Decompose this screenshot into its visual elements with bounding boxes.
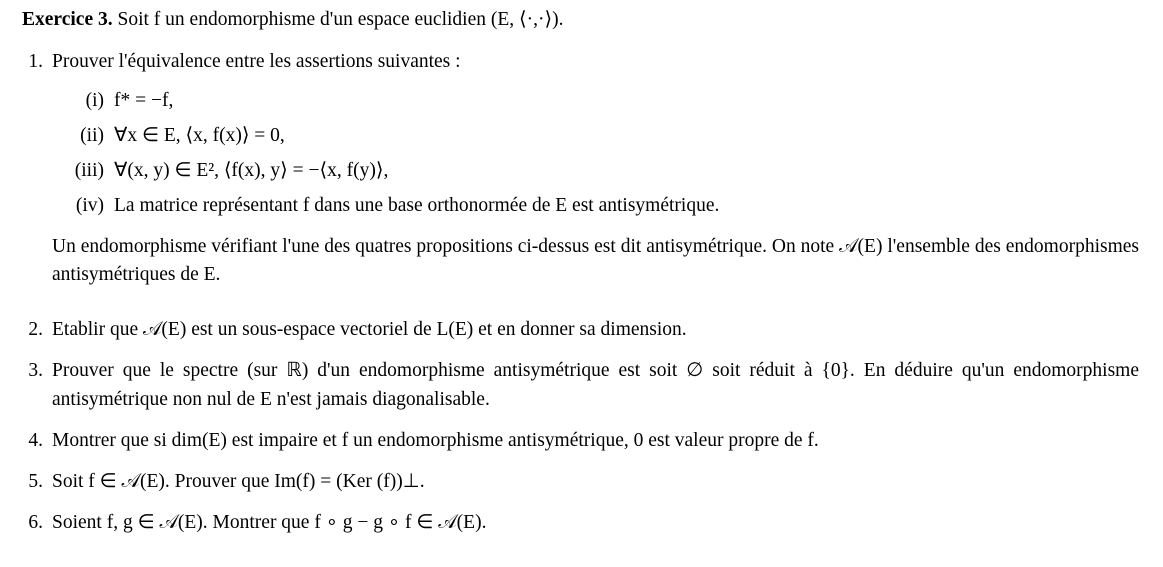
sublist-item-text: f* = −f, — [114, 89, 174, 111]
sublist-item-number: (iii) — [74, 160, 104, 182]
sublist-item-text: ∀x ∈ E, ⟨x, f(x)⟩ = 0, — [114, 124, 285, 146]
item-text: Prouver que le spectre (sur ℝ) d'un endomorphisme antisymétrique est soit ∅ soit réduit à {0}. En déduire qu'un endomorphisme antisymétrique non nul de E n'est jamais diagonalisable. — [52, 360, 1139, 410]
list-item — [22, 468, 1145, 496]
sublist-item-number: (iv) — [75, 195, 104, 217]
sublist-item — [52, 122, 1145, 150]
sublist-item-text: La matrice représentant f dans une base orthonormée de E est antisymétrique. — [114, 195, 720, 217]
item-text: Soient f, g ∈ 𝒜(E). Montrer que f ∘ g − g ∘ f ∈ 𝒜(E). — [52, 512, 487, 534]
item-text: Etablir que 𝒜(E) est un sous-espace vectoriel de L(E) et en donner sa dimension. — [52, 319, 687, 341]
exercise-intro: Soit f un endomorphisme d'un espace euclidien (E, ⟨·,·⟩). — [117, 9, 564, 30]
sublist-item-number: (ii) — [80, 124, 104, 146]
list-item — [22, 316, 1145, 344]
list-item — [22, 48, 1145, 303]
item-text: Prouver l'équivalence entre les assertions suivantes : — [52, 51, 461, 73]
list-item — [22, 509, 1145, 537]
sublist-item — [52, 192, 1145, 220]
item-text: Montrer que si dim(E) est impaire et f un endomorphisme antisymétrique, 0 est valeur propre de f. — [52, 429, 819, 451]
list-item — [22, 427, 1145, 455]
item-number: 2. — [28, 319, 43, 341]
item-note: Un endomorphisme vérifiant l'une des quatres propositions ci-dessus est dit antisymétrique. On note 𝒜(E) l'ensemble des endomorphismes antisymétriques de E. — [52, 235, 1139, 285]
sublist-item-number: (i) — [85, 89, 104, 111]
sublist — [52, 87, 1145, 221]
exercise-heading — [22, 6, 1145, 34]
item-number: 3. — [28, 360, 43, 382]
list-item — [22, 357, 1145, 414]
exercise-label: Exercice 3. — [22, 9, 113, 30]
item-number: 5. — [28, 471, 43, 493]
item-text: Soit f ∈ 𝒜(E). Prouver que Im(f) = (Ker (f))⊥. — [52, 471, 425, 493]
item-number: 6. — [28, 512, 43, 534]
sublist-item-text: ∀(x, y) ∈ E², ⟨f(x), y⟩ = −⟨x, f(y)⟩, — [114, 160, 389, 182]
sublist-item — [52, 87, 1145, 115]
sublist-item — [52, 157, 1145, 185]
item-number: 1. — [28, 51, 43, 73]
item-number: 4. — [28, 429, 43, 451]
